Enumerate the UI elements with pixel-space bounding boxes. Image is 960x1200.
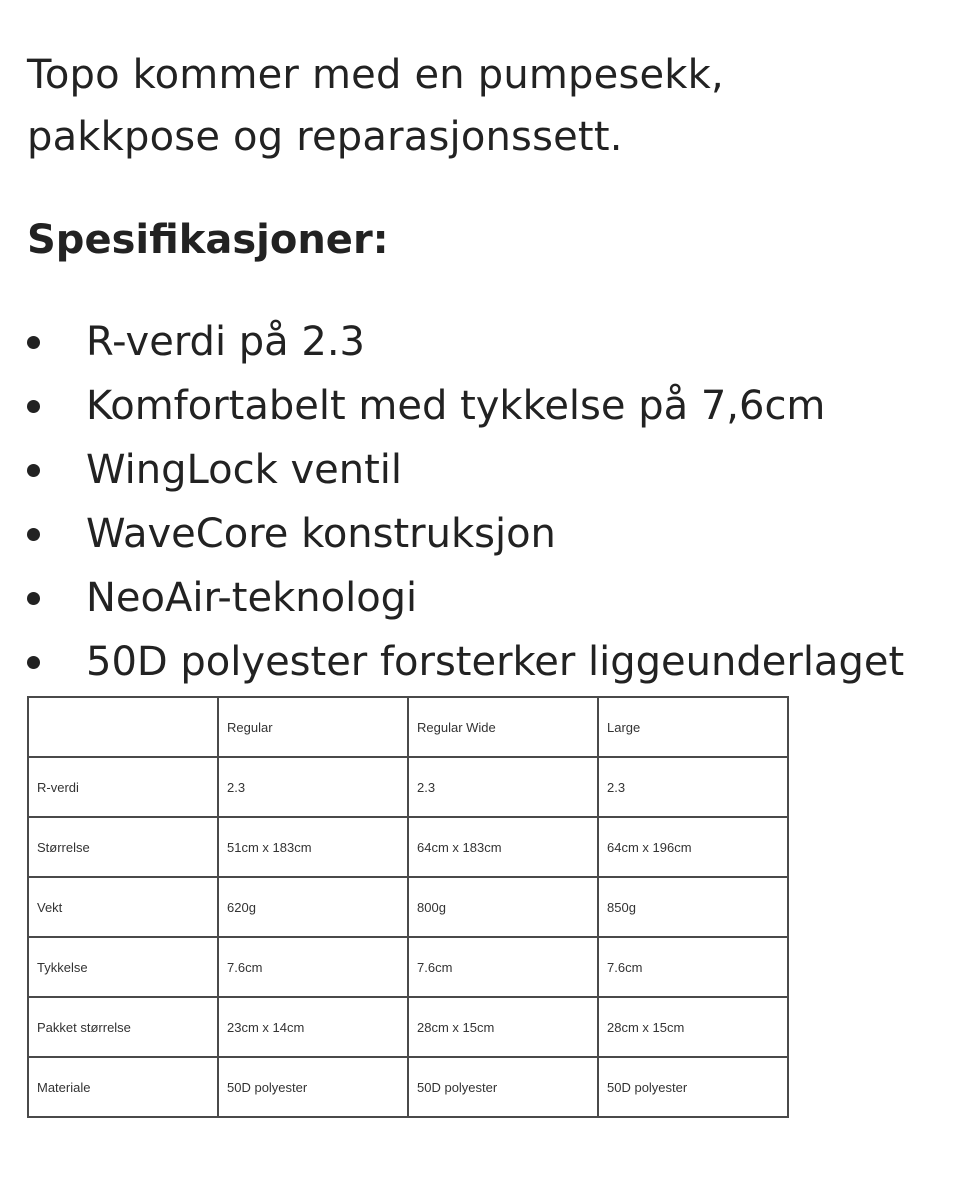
spec-list bbox=[0, 310, 960, 694]
spec-item-text: NeoAir-teknologi bbox=[86, 575, 418, 621]
table-cell: 620g bbox=[218, 877, 408, 937]
table-cell: 51cm x 183cm bbox=[218, 817, 408, 877]
spec-item-text: WingLock ventil bbox=[86, 447, 402, 493]
spec-item-text: R-verdi på 2.3 bbox=[86, 319, 366, 365]
table-header-cell: Regular Wide bbox=[408, 697, 598, 757]
table-cell: 64cm x 196cm bbox=[598, 817, 788, 877]
table-header-row bbox=[28, 697, 788, 757]
table-cell: 50D polyester bbox=[598, 1057, 788, 1117]
table-row-label: Størrelse bbox=[28, 817, 218, 877]
spec-item-text: 50D polyester forsterker liggeunderlaget bbox=[86, 639, 905, 685]
bullet-icon bbox=[27, 464, 40, 477]
table-cell: 800g bbox=[408, 877, 598, 937]
table-cell: 7.6cm bbox=[408, 937, 598, 997]
table-cell: 28cm x 15cm bbox=[598, 997, 788, 1057]
table-cell: 850g bbox=[598, 877, 788, 937]
spec-item bbox=[0, 502, 960, 566]
table-cell: 7.6cm bbox=[598, 937, 788, 997]
table-row bbox=[28, 877, 788, 937]
spec-item bbox=[0, 566, 960, 630]
bullet-icon bbox=[27, 400, 40, 413]
intro-line-1: Topo kommer med en pumpesekk, bbox=[27, 52, 724, 98]
table-row-label: Tykkelse bbox=[28, 937, 218, 997]
table-cell: 28cm x 15cm bbox=[408, 997, 598, 1057]
table-cell: 50D polyester bbox=[408, 1057, 598, 1117]
bullet-icon bbox=[27, 528, 40, 541]
table-cell: 23cm x 14cm bbox=[218, 997, 408, 1057]
spec-item-text: Komfortabelt med tykkelse på 7,6cm bbox=[86, 383, 826, 429]
bullet-icon bbox=[27, 656, 40, 669]
spec-item bbox=[0, 310, 960, 374]
intro-line-2: pakkpose og reparasjonssett. bbox=[27, 114, 623, 160]
table-row-label: Vekt bbox=[28, 877, 218, 937]
table-row bbox=[28, 1057, 788, 1117]
table-row-label: Materiale bbox=[28, 1057, 218, 1117]
table-cell: 7.6cm bbox=[218, 937, 408, 997]
bullet-icon bbox=[27, 336, 40, 349]
table-row bbox=[28, 757, 788, 817]
spec-table-container bbox=[27, 696, 789, 1118]
spec-item bbox=[0, 438, 960, 502]
table-cell: 2.3 bbox=[598, 757, 788, 817]
table-row bbox=[28, 817, 788, 877]
spec-heading: Spesifikasjoner: bbox=[27, 217, 389, 263]
table-cell: 2.3 bbox=[218, 757, 408, 817]
intro-paragraph bbox=[27, 44, 927, 168]
spec-item bbox=[0, 374, 960, 438]
table-row bbox=[28, 937, 788, 997]
table-header-cell: Regular bbox=[218, 697, 408, 757]
table-row bbox=[28, 997, 788, 1057]
table-cell: 64cm x 183cm bbox=[408, 817, 598, 877]
table-cell: 2.3 bbox=[408, 757, 598, 817]
spec-table bbox=[27, 696, 789, 1118]
table-header-cell bbox=[28, 697, 218, 757]
table-row-label: R-verdi bbox=[28, 757, 218, 817]
table-row-label: Pakket størrelse bbox=[28, 997, 218, 1057]
table-cell: 50D polyester bbox=[218, 1057, 408, 1117]
spec-item bbox=[0, 630, 960, 694]
spec-item-text: WaveCore konstruksjon bbox=[86, 511, 556, 557]
bullet-icon bbox=[27, 592, 40, 605]
table-header-cell: Large bbox=[598, 697, 788, 757]
